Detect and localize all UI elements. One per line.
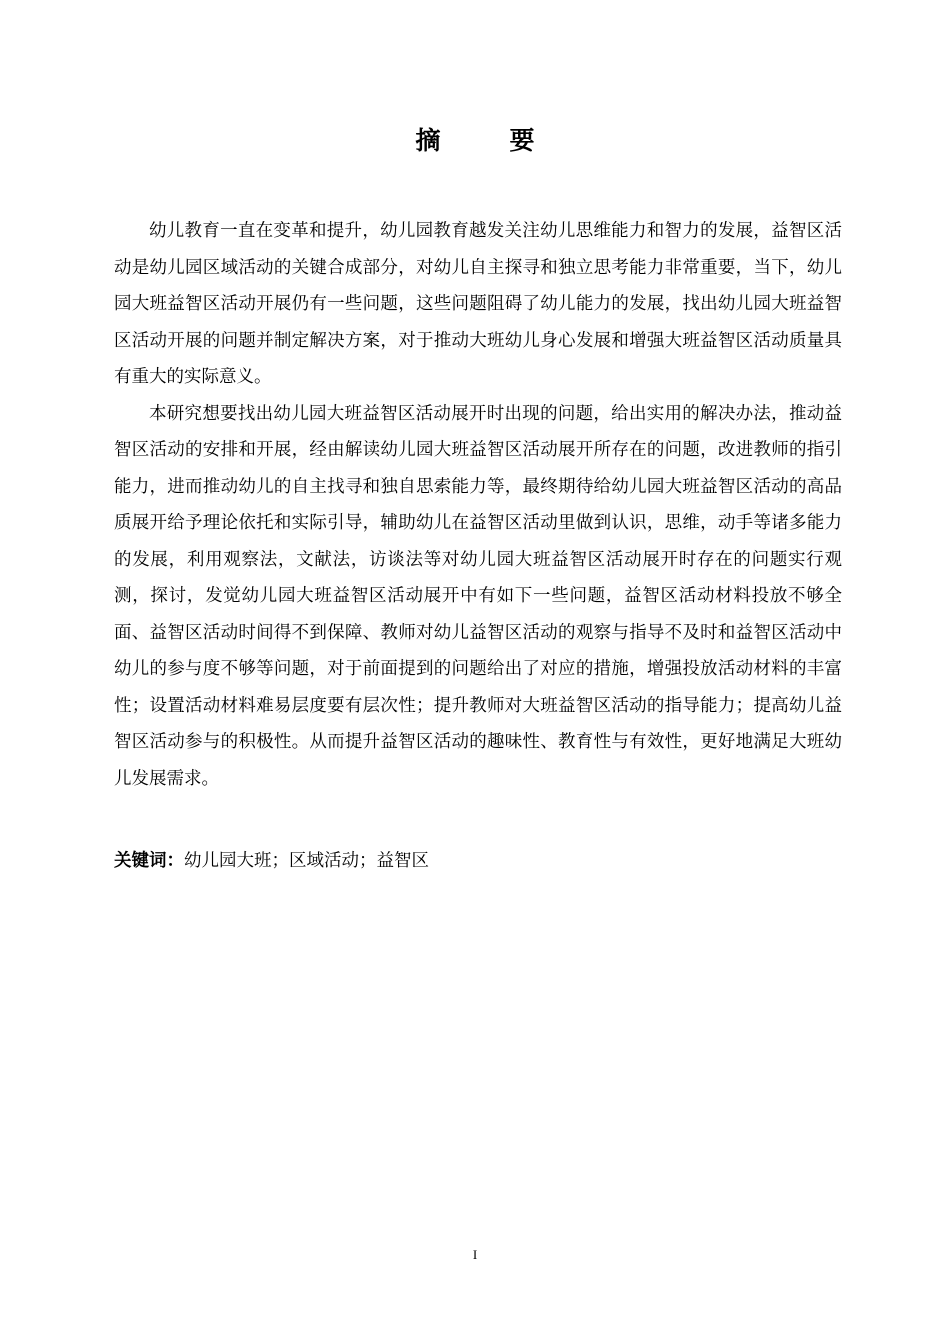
keywords-value: 幼儿园大班；区域活动；益智区 — [184, 851, 429, 871]
keywords-label: 关键词： — [114, 851, 184, 871]
keywords-line — [114, 846, 842, 876]
abstract-paragraph-1: 幼儿教育一直在变革和提升，幼儿园教育越发关注幼儿思维能力和智力的发展，益智区活动是幼儿园区域活动的关键合成部分，对幼儿自主探寻和独立思考能力非常重要，当下，幼儿园大班益智区活动开展仍有一些问题，这些问题阻碍了幼儿能力的发展，找出幼儿园大班益智区活动开展的问题并制定解决方案，对于推动大班幼儿身心发展和增强大班益智区活动质量具有重大的实际意义。 — [114, 221, 842, 387]
page-number: I — [472, 1247, 478, 1262]
page-title: 摘 要 — [415, 126, 557, 155]
abstract-body — [114, 213, 842, 797]
abstract-paragraph-2: 本研究想要找出幼儿园大班益智区活动展开时出现的问题，给出实用的解决办法，推动益智区活动的安排和开展，经由解读幼儿园大班益智区活动展开所存在的问题，改进教师的指引能力，进而推动幼儿的自主找寻和独自思索能力等，最终期待给幼儿园大班益智区活动的高品质展开给予理论依托和实际引导，辅助幼儿在益智区活动里做到认识，思维，动手等诸多能力的发展，利用观察法，文献法，访谈法等对幼儿园大班益智区活动展开时存在的问题实行观测，探讨，发觉幼儿园大班益智区活动展开中有如下一些问题，益智区活动材料投放不够全面、益智区活动时间得不到保障、教师对幼儿益智区活动的观察与指导不及时和益智区活动中幼儿的参与度不够等问题，对于前面提到的问题给出了对应的措施，增强投放活动材料的丰富性；设置活动材料难易层度要有层次性；提升教师对大班益智区活动的指导能力；提高幼儿益智区活动参与的积极性。从而提升益智区活动的趣味性、教育性与有效性，更好地满足大班幼儿发展需求。 — [114, 403, 842, 789]
